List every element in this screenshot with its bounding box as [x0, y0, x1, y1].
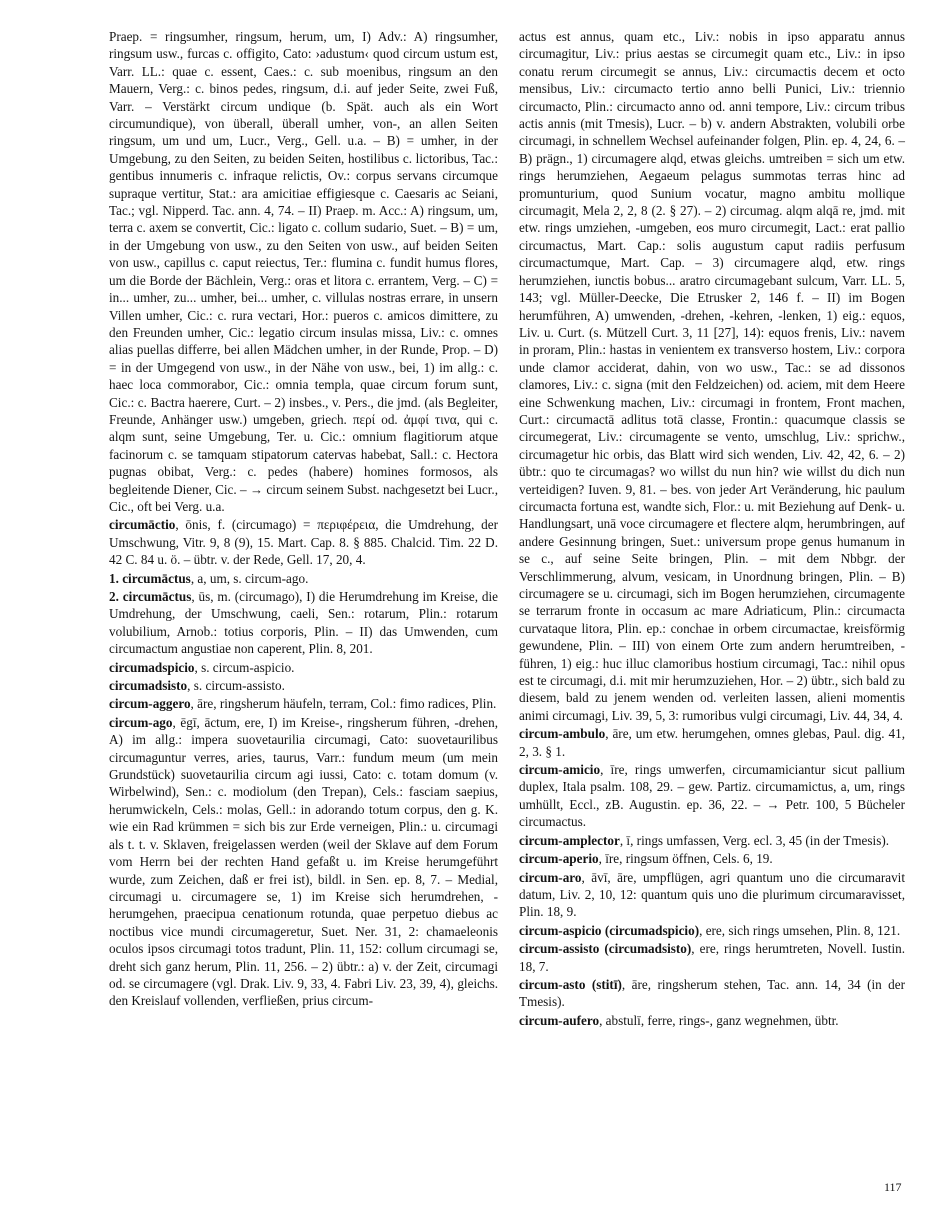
- entry-circum-ambulo: circum-ambulo, āre, um etw. herumgehen, omnes glebas, Paul. dig. 41, 2, 3. § 1.: [519, 726, 905, 759]
- entry-circumadsisto: circumadsisto, s. circum-assisto.: [109, 678, 285, 694]
- entry-circum-amplector: circum-amplector, ī, rings umfassen, Verg. ecl. 3, 45 (in der Tmesis).: [519, 832, 890, 848]
- headword: circum-ambulo: [519, 726, 606, 742]
- headword: circum-aufero: [519, 1012, 600, 1028]
- headword: circum-aperio: [519, 851, 599, 867]
- headword: 2. circumāctus: [109, 589, 192, 604]
- headword: circumadsisto: [109, 678, 188, 694]
- headword: circumāctio: [109, 517, 176, 533]
- headword: circum-amplector: [519, 832, 620, 848]
- entry-circum-amicio: circum-amicio, īre, rings umwerfen, circumamiciantur sicut pallium duplex, Itala psalm. 108, 29. – gew. Partiz. circumamictus, a, um, rings umhüllt, Eccl., zB. Augustin. ep. 36, 22. – → Petr. 100, 5 Bücheler circumactus.: [519, 762, 905, 830]
- entry-circum-aperio: circum-aperio, īre, ringsum öffnen, Cels. 6, 19.: [519, 851, 773, 867]
- entry-circumactio: circumāctio, ōnis, f. (circumago) = περιφέρεια, die Umdrehung, der Umschwung, Vitr. 9, 8 (9), 15. Mart. Cap. 8. § 885. Chalcid. Tim. 22 D. 42 C. 84 u. ö. – übtr. v. der Rede, Gell. 17, 20, 4.: [109, 517, 498, 568]
- entry-circum-assisto: circum-assisto (circumadsisto), ere, rings herumtreten, Novell. Iustin. 18, 7.: [519, 941, 905, 974]
- page-number: 117: [884, 1180, 902, 1194]
- entry-circum-ago-continued: actus est annus, quam etc., Liv.: nobis in ipso apparatu annus circumagitur, Liv.: prius aestas se circumegit quam etc., Liv.: in ipso conatu rerum circumegit se annus, Liv.: circumactis decem et octo mensibus, Liv.: circumacto tertio anno belli Punici, Liv.: triennio circumacto, Plin.: circumacto anno od. anni tempore, Liv.: circum tribus actis annis (mit Tmesis), Lucr. – b) v. andern Abstrakten, volubili orbe circumagi, in schnellem Wechsel aufeinander folgen, Plin. ep. 4, 24, 6. – B) prägn., 1) circumagere alqd, etwas gleichs. umtreiben = sich um etw. rings herumziehen, Aegaeum pelagus summotas terras hinc ad promunturium, quod Sunium vocatur, magno ambitu mollique circumagit, Mela 2, 2, 8 (2. § 27). – 2) circumag. alqm alqā re, jmd. mit etw. rings umziehen, -umgeben, eos muro circumegit, Lact.: erat pallio circumactus, Mart. Cap.: solis augustum caput radiis perfusum circumactumque, Mart. Cap. – 3) circumagere alqd, etw. rings herumziehen, iunctis bobus... aratro circumagebant sulcum, Varr. LL. 5, 143; vgl. Müller-Deecke, Die Etrusker 2, 146 f. – II) im Bogen herumführen, A) umwenden, -drehen, -kehren, -lenken, 1) eig.: equos, Liv. u. Curt. (s. Mützell Curt. 3, 11 [27], 14): equos frenis, Liv.: navem in proram, Plin.: hastas in venientem ex transverso hostem, Liv.: corpora unde clamor acciderat, dahin, von wo usw., Tac.: se ad dissonos clamores, Liv.: c. signa (mit den Feldzeichen) od. aciem, mit dem Heere eine Schwenkung machen, Liv.: circumagi in frontem, Front machen, Curt.: circumactā adlitus totā classe, Frontin.: quacumque classis se circumegerat, Liv.: circumagente se vento, umschlug, Liv.: sprichw., circumagetur hic orbis, das Blatt wird sich wenden, Liv. 42, 42, 6. – 2) übtr.: quo te circumagas? wo willst du nun hin? wie willst du dich nun verteidigen? Iuven. 9, 81. – bes. von jeder Art Veränderung, hic paulum circumacta fortuna est, wandte sich, Flor.: u. mit Beziehung auf Denk- u. Handlungsart, unā voce circumagere et flectere alqm, herumbringen, auf andere Gesinnung bringen, Suet.: universum prope genus humanum in se c., auf seine Seite bringen, Plin. – mit dem Nbbgr. der Verschlimmerung, alvum, vesicam, in Unordnung bringen, Plin. – B) circumagere se u. circumagi, sich im Bogen herumziehen, circumagente se terrarum fronte in occasum ac mare Adriaticum, Plin.: circumacta curvataque litora, Plin. ep.: conchae in orbem circumactae, kreisförmig gewundene, Plin. – III) von einem Orte zum andern herumtreiben, -führen, 1) eig.: huc illuc clamoribus hostium circumagi, Tac.: nihil opus est te circumagi, d.i. mit mir herumzuziehen, Hor. – 2) übtr., sich bald zu diesem, bald zu jenem wenden od. verleiten lassen, alieni momentis animi circumagi, Liv. 39, 5, 3: rumoribus vulgi circumagi, Liv. 44, 34, 4.: [519, 29, 905, 723]
- entry-circum-continued: Praep. = ringsumher, ringsum, herum, um, I) Adv.: A) ringsumher, ringsum usw., furcas c. offigito, Cato: ›adustum‹ quod circum ustum est, Varr. LL.: quae c. essent, Caes.: c. sub moenibus, ringsum an den Mauern, Verg.: c. binos pedes, ringsum, d.i. auf jeder Seite, zwei Fuß, Varr. – Verstärkt circum undique (b. Spät. auch als ein Wort circumundique), von überall, überall umher, von-, an allen Seiten ringsum, um und um, Lucr., Verg., Gell. u.a. – B) = umher, in der Umgebung, zu den Seiten, zu beiden Seiten, hostilibus c. lictoribus, Tac.: gentibus innumeris c. infraque relictis, Ov.: corpus servans circumque supraque vertitur, Stat.: ara amicitiae effigiesque c. Caesaris ac Seiani, Tac.; vgl. Nipperd. Tac. ann. 4, 74. – II) Praep. m. Acc.: A) ringsum, um, terra c. axem se convertit, Cic.: ligato c. collum sudario, Suet. – B) = um, in der Umgebung von usw., zu den Seiten von usw., auf beiden Seiten von usw., capillus c. caput reiectus, Ter.: flumina c. fundit humus flores, um die Borde der Bächlein, Verg.: oras et litora c. errantem, Verg. – C) = in... umher, zu... umher, bei... umher, c. villulas nostras errare, in unsern Villen umher, Cic.: c. rura vectari, Hor.: pueros c. amicos dimittere, zu den Freunden umher, Cic.: legatio circum insulas missa, Liv.: c. omnes alias puellas differre, bei allen Mädchen umher, in der Runde, Prop. – D) = in der Umgegend von usw., in der Nähe von usw., bei, 1) im allg.: c. haec loca commorabor, Cic.: omnia templa, quae circum forum sunt, Cic.: c. Bactra haerere, Curt. – 2) insbes., v. Pers., die jmd. (als Begleiter, Freunde, Anhänger usw.) umgeben, griech. περί od. ἀμφί τινα, qui c. alqm sunt, seine Umgebung, Ter. u. Cic.: omnium flagitiorum atque facinorum c. se tamquam stipatorum catervas habebat, Sall.: c. Hectora pugnas obibat, Verg.: c. pedes (habere) homines formosos, als begleitende Diener, Cic. – → circum seinem Subst. nachgesetzt bei Lucr., Cic., oft bei Verg. u.a.: [109, 29, 498, 514]
- headword: circum-amicio: [519, 762, 601, 778]
- entry-circumactus-1: 1. circumāctus, a, um, s. circum-ago.: [109, 570, 309, 586]
- headword: circum-assisto (circumadsisto): [519, 941, 692, 957]
- left-column: [109, 28, 498, 1011]
- entry-circum-aro: circum-aro, āvī, āre, umpflügen, agri quantum uno die circumaravit datum, Liv. 2, 10, 12: quantum quis uno die plurimum circumaravisset, Plin. 18, 9.: [519, 869, 905, 920]
- entry-circumadspicio: circumadspicio, s. circum-aspicio.: [109, 659, 295, 675]
- headword: circum-aspicio (circumadspicio): [519, 922, 700, 938]
- headword: circumadspicio: [109, 659, 195, 675]
- headword: circum-ago: [109, 714, 173, 730]
- entry-circum-aufero: circum-aufero, abstulī, ferre, rings-, ganz wegnehmen, übtr.: [519, 1012, 839, 1028]
- headword: circum-asto (stitī): [519, 976, 622, 992]
- headword: circum-aggero: [109, 696, 191, 712]
- entry-circum-ago: circum-ago, ēgī, āctum, ere, I) im Kreise-, ringsherum führen, -drehen, A) im allg.: impera suovetaurilia circumagi, Cato: suovetaurilibus circumaguntur verres, aries, taurus, Varr.: fundum meum (um mein Grundstück) suovetaurilia circum agi iussi, Cato: c. totam domum (v. Wirbelwind), Sen.: c. modiolum (den Trepan), Cels.: fasciam saepius, herumwickeln, Cels.: molas, Gell.: in adorando totum corpus, den g. K. wie ein Rad krümmen = sich bis zur Erde verneigen, Plin.: u. circumagi als t. t. v. Sklaven, freigelassen werden (weil der Sklave auf dem Forum vom Herrn bei der rechten Hand gefaßt u. im Kreise herumgeführt wurde, zum Zeichen, daß er frei ist), bildl. in Sen. ep. 8, 7. – Medial, circumagi u. circumagere se, 1) im Kreise sich herumdrehen, -herumgehen, praecipua cenationum rotunda, quae perpetuo diebus ac noctibus vice mundi circumageretur, Suet. Ner. 31, 2: chamaeleonis oculos ipsos circumagi totos tradunt, Plin. 11, 152: collum circumagi se, dreht sich ganz herum, Plin. 11, 256. – 2) übtr.: a) v. der Zeit, circumagi od. se circumagere (vgl. Drak. Liv. 9, 33, 4. Fabri Liv. 23, 39, 4), gleichs. den Kreislauf vollenden, verfließen, prius circum-: [109, 714, 498, 1009]
- entry-circum-aspicio: circum-aspicio (circumadspicio), ere, sich rings umsehen, Plin. 8, 121.: [519, 922, 901, 938]
- entry-circum-aggero: circum-aggero, āre, ringsherum häufeln, terram, Col.: fimo radices, Plin.: [109, 696, 497, 712]
- entry-circumactus-2: 2. circumāctus, ūs, m. (circumago), I) die Herumdrehung im Kreise, die Umdrehung, der Umschwung, caeli, Sen.: rotarum, Plin.: rotarum volubilium, Arnob.: totius corporis, Plin. – II) das Umwenden, cum circumactum angustiae non caperent, Plin. 8, 201.: [109, 589, 498, 657]
- right-column: [519, 28, 905, 1030]
- headword: circum-aro: [519, 869, 582, 885]
- entry-circum-asto: circum-asto (stitī), āre, ringsherum stehen, Tac. ann. 14, 34 (in der Tmesis).: [519, 976, 906, 1010]
- headword: 1. circumāctus: [109, 570, 191, 586]
